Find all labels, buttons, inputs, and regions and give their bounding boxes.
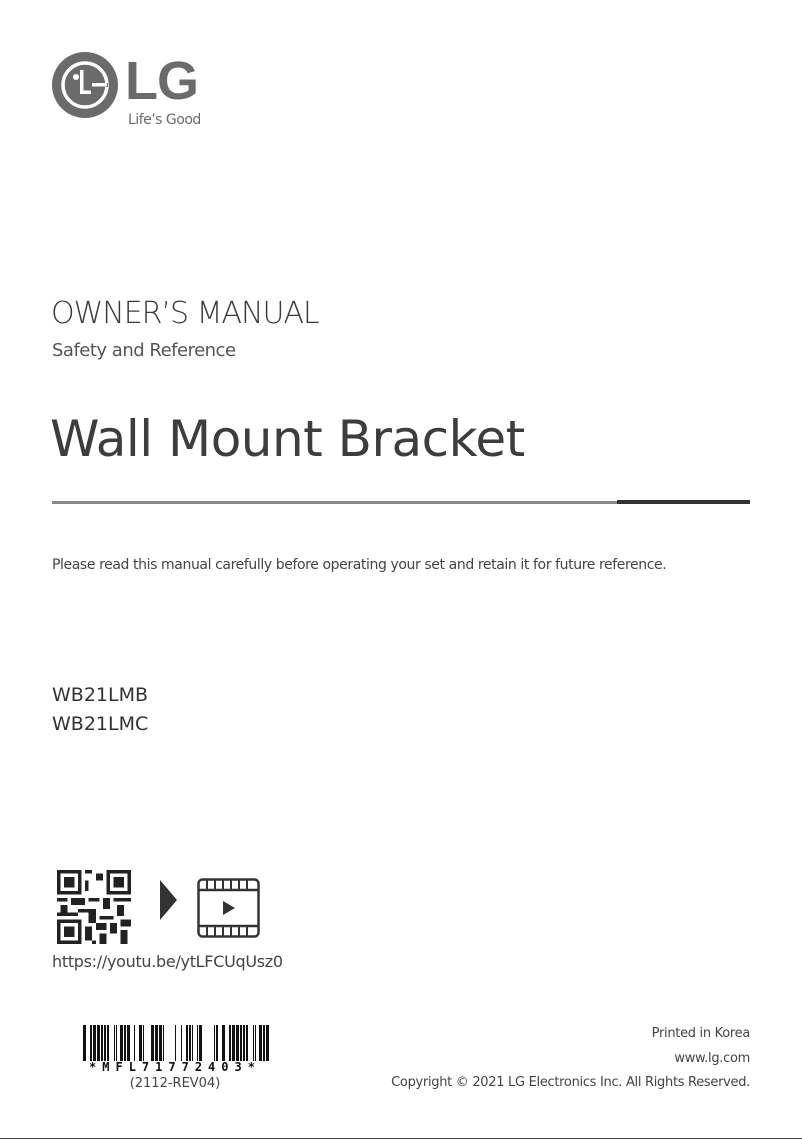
lg-logo-icon [52,52,118,118]
divider-accent [617,500,750,504]
lg-wordmark: LG [125,51,198,111]
printed-in: Printed in Korea [651,1026,750,1041]
copyright: Copyright © 2021 LG Electronics Inc. All Rights Reserved. [391,1075,750,1090]
read-notice: Please read this manual carefully before operating your set and retain it for future reference. [52,557,667,573]
arrow-right-icon [160,880,177,920]
product-name: Wall Mount Bracket [50,410,525,468]
model-number: WB21LMC [52,713,149,735]
revision-code: (2112-REV04) [129,1076,221,1091]
barcode-icon [80,1025,270,1061]
video-url-link[interactable]: https://youtu.be/ytLFCUqUsz0 [52,952,283,971]
website-link[interactable]: www.lg.com [674,1051,750,1066]
qr-code-icon [57,870,131,944]
manual-title: OWNER’S MANUAL [51,296,319,331]
page-edge-line [0,1138,802,1139]
barcode-number: *MFL71772403* [89,1060,261,1074]
manual-subtitle: Safety and Reference [52,340,236,361]
model-number: WB21LMB [52,684,149,706]
lg-tagline: Life’s Good [128,112,201,128]
divider [52,501,617,504]
video-play-icon[interactable] [197,878,260,938]
